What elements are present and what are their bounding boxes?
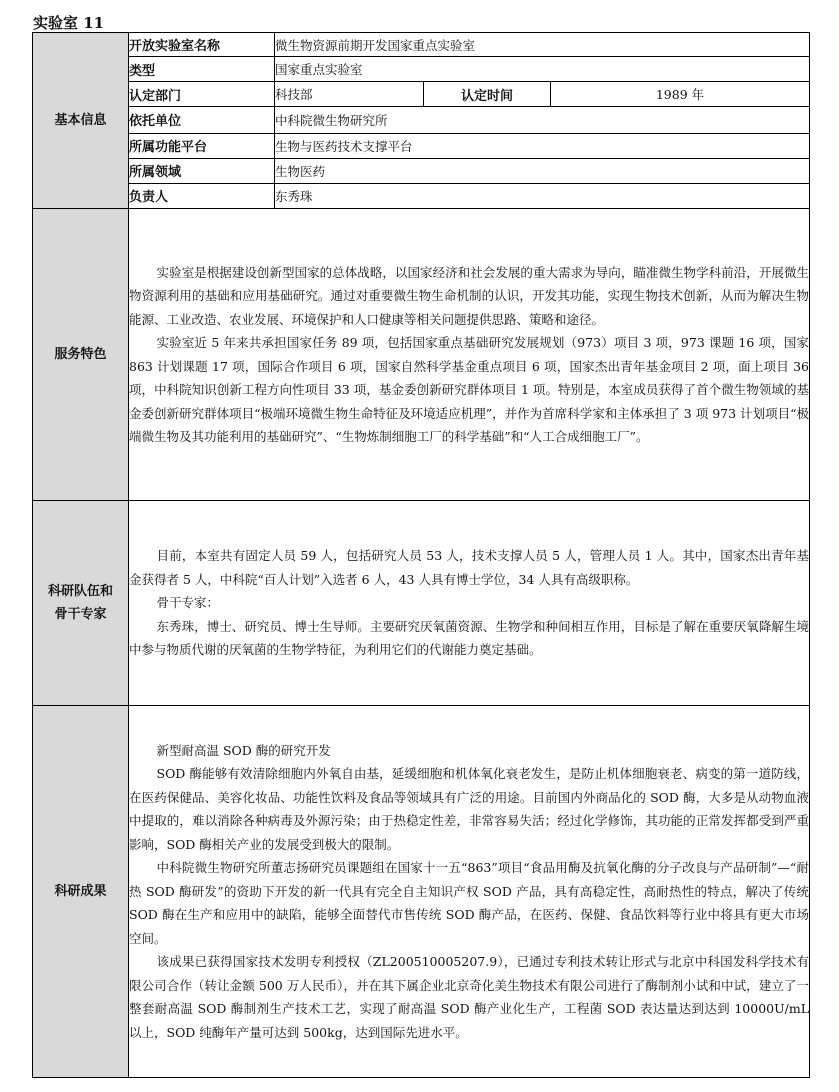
row-department	[33, 82, 810, 107]
team-paragraph: 骨干专家：	[156, 595, 220, 611]
section-basic-info: 基本信息	[33, 33, 129, 209]
value-type: 国家重点实验室	[275, 57, 810, 82]
lab-info-table	[32, 32, 810, 1078]
row-host	[33, 107, 810, 133]
value-host: 中科院微生物研究所	[275, 107, 810, 133]
service-paragraph: 实验室近 5 年来共承担国家任务 89 项，包括国家重点基础研究发展规划（973）项目 3 项，973 课题 16 项，国家 863 计划课题 17 项，国际合作项目 6 项，国家自然科学基金重点项目 6 项，国家杰出青年基金项目 2 项，面上项目 36 项，中科院知识创新工程方向性项目 33 项，基金委创新研究群体项目 1 项。特别是，本室成员获得了首个微生物领域的基金委创新研究群体项目“极端环境微生物生命特征及环境适应机理”，并作为首席科学家和主体承担了 3 项 973 计划项目“极端微生物及其功能利用的基础研究”、“生物炼制细胞工厂的科学基础”和“人工合成细胞工厂”。	[129, 335, 810, 445]
row-leader	[33, 183, 810, 208]
achievements-paragraph: SOD 酶能够有效清除细胞内外氧自由基，延缓细胞和机体氧化衰老发生，是防止机体细胞衰老、病变的第一道防线，在医药保健品、美容化妆品、功能性饮料及食品等领域具有广泛的用途。目前国内外商品化的 SOD 酶，大多是从动物血液中提取的，难以消除各种病毒及外源污染；由于热稳定性差，非常容易失活；经过化学修饰，其功能的正常发挥都受到严重影响，SOD 酶相关产业的发展受到极大的限制。	[129, 766, 810, 852]
section-team	[33, 501, 129, 705]
value-lab-name: 微生物资源前期开发国家重点实验室	[275, 33, 810, 57]
value-leader: 东秀珠	[275, 183, 810, 208]
section-team-line1: 科研队伍和	[47, 584, 113, 600]
team-text	[129, 501, 810, 705]
row-service	[33, 209, 810, 501]
service-text	[129, 209, 810, 501]
row-field	[33, 158, 810, 183]
value-platform: 生物与医药技术支撑平台	[275, 133, 810, 158]
row-platform	[33, 133, 810, 158]
achievements-text	[129, 705, 810, 1077]
achievements-paragraph: 新型耐高温 SOD 酶的研究开发	[156, 742, 331, 758]
section-team-line2: 骨干专家	[54, 607, 107, 623]
achievements-paragraph: 该成果已获得国家技术发明专利授权（ZL200510005207.9），已通过专利技术转让形式与北京中科国发科学技术有限公司合作（转让金额 500 万人民币），并在其下属企业北京奇化美生物技术有限公司进行了酶制剂小试和中试，建立了一整套耐高温 SOD 酶制剂生产技术工艺，实现了耐高温 SOD 酶产业化生产，工程菌 SOD 表达量达到达到 10000U/mL 以上，SOD 纯酶年产量可达到 500kg，达到国际先进水平。	[129, 954, 810, 1040]
service-paragraph: 实验室是根据建设创新型国家的总体战略，以国家经济和社会发展的重大需求为导向，瞄准微生物学科前沿，开展微生物资源利用的基础和应用基础研究。通过对重要微生物生命机制的认识，开发其功能，实现生物技术创新，从而为解决生物能源、工业改造、农业发展、环境保护和人口健康等相关问题提供思路、策略和途径。	[129, 264, 810, 327]
label-department: 认定部门	[129, 82, 275, 107]
value-field: 生物医药	[275, 158, 810, 183]
label-platform: 所属功能平台	[129, 133, 275, 158]
row-lab-name	[33, 33, 810, 57]
label-host: 依托单位	[129, 107, 275, 133]
section-achievements: 科研成果	[33, 705, 129, 1077]
team-paragraph: 目前，本室共有固定人员 59 人，包括研究人员 53 人，技术支撑人员 5 人，管理人员 1 人。其中，国家杰出青年基金获得者 5 人，中科院“百人计划”入选者 6 人，43 人具有博士学位，34 人具有高级职称。	[129, 548, 810, 587]
label-certified-time: 认定时间	[424, 82, 551, 107]
team-paragraph: 东秀珠，博士、研究员、博士生导师。主要研究厌氧菌资源、生物学和种间相互作用，目标是了解在重要厌氧降解生境中参与物质代谢的厌氧菌的生物学特征，为利用它们的代谢能力奠定基础。	[129, 618, 810, 658]
section-service: 服务特色	[33, 209, 129, 501]
achievements-paragraph: 中科院微生物研究所董志扬研究员课题组在国家十一五“863”项目“食品用酶及抗氧化酶的分子改良与产品研制”—“耐热 SOD 酶研发”的资助下开发的新一代具有完全自主知识产权 SOD 产品，具有高稳定性，高耐热性的特点，解决了传统 SOD 酶在生产和应用中的缺陷，能够全面替代市售传统 SOD 酶产品，在医药、保健、食品饮料等行业中将具有更大市场空间。	[129, 860, 810, 946]
value-department: 科技部	[275, 82, 424, 107]
row-type	[33, 57, 810, 82]
label-type: 类型	[129, 57, 275, 82]
row-achievements	[33, 705, 810, 1077]
page-title: 实验室 11	[33, 14, 105, 32]
label-lab-name: 开放实验室名称	[129, 33, 275, 57]
label-field: 所属领域	[129, 158, 275, 183]
row-team	[33, 501, 810, 705]
value-certified-time: 1989 年	[551, 82, 810, 107]
label-leader: 负责人	[129, 183, 275, 208]
